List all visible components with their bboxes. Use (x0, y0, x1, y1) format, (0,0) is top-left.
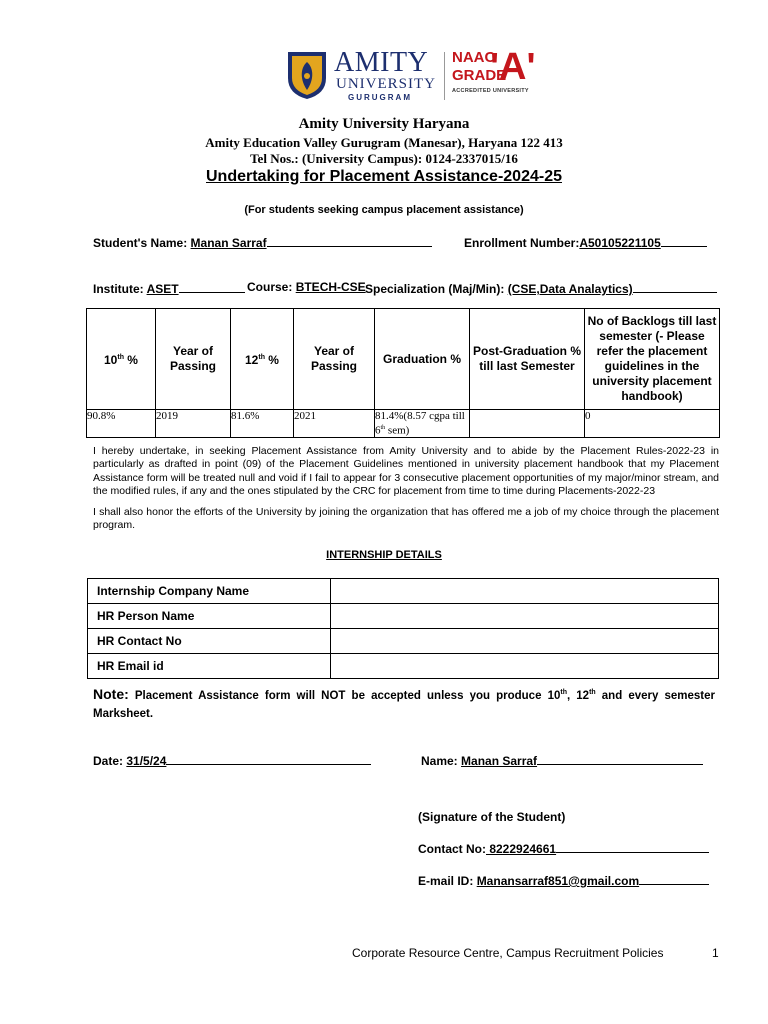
institute-field (93, 280, 245, 296)
student-name-line (267, 234, 432, 247)
email-value: Manansarraf851@gmail.com (476, 874, 640, 888)
university-name: Amity University Haryana (298, 116, 470, 132)
note: Note: Placement Assistance form will NOT be accepted unless you produce 10th, 12th and every semester Marksheet. (93, 685, 715, 720)
grade-label: GRADE (452, 67, 507, 84)
university-address: Amity Education Valley Gurugram (Manesar), Haryana 122 413 (205, 135, 563, 150)
name-field (421, 752, 703, 768)
page-subtitle: (For students seeking campus placement assistance) (244, 204, 524, 216)
hr-person-label: HR Person Name (88, 604, 331, 629)
honor-paragraph: I shall also honor the efforts of the University by joining the organization that has offered me a job of my choice through the placement program. (93, 506, 719, 532)
header-tenth: 10th % (87, 309, 156, 410)
cell-graduation: 81.4%(8.57 cgpa till 6th sem) (375, 410, 470, 438)
name-value: Manan Sarraf (461, 754, 538, 768)
name-label: Name: (421, 754, 458, 768)
email-field (418, 872, 709, 888)
grades-header-row (87, 309, 720, 410)
institute-label: Institute: (93, 282, 144, 296)
hr-contact-label: HR Contact No (88, 629, 331, 654)
specialization-label: Specialization (Maj/Min): (365, 282, 505, 296)
internship-row (88, 654, 719, 679)
logo-divider (444, 52, 445, 100)
brand-name: AMITY (334, 47, 429, 78)
date-value: 31/5/24 (126, 754, 167, 768)
enrollment-label: Enrollment Number: (464, 236, 580, 250)
cell-backlogs: 0 (585, 410, 720, 438)
date-label: Date: (93, 754, 124, 768)
specialization-line (633, 280, 717, 293)
hr-contact-value[interactable] (331, 629, 719, 654)
date-field (93, 752, 371, 768)
hr-email-label: HR Email id (88, 654, 331, 679)
hr-email-value[interactable] (331, 654, 719, 679)
page-title: Undertaking for Placement Assistance-2024-25 (206, 168, 562, 185)
note-label: Note: (93, 685, 129, 702)
date-line (166, 752, 371, 765)
enrollment-line (661, 234, 707, 247)
cell-twelfth: 81.6% (231, 410, 294, 438)
grades-table (86, 308, 720, 438)
contact-value: 8222924661 (486, 842, 557, 856)
brand-campus: GURUGRAM (348, 93, 412, 102)
cell-tenth: 90.8% (87, 410, 156, 438)
hr-person-value[interactable] (331, 604, 719, 629)
page-number: 1 (712, 946, 719, 960)
header-twelfth: 12th % (231, 309, 294, 410)
specialization-field (365, 280, 717, 296)
email-label: E-mail ID: (418, 874, 474, 888)
footer-text: Corporate Resource Centre, Campus Recruitment Policies (352, 946, 664, 960)
university-phone: Tel Nos.: (University Campus): 0124-2337015/16 (250, 151, 518, 166)
amity-crest-icon (286, 50, 328, 100)
institute-line (179, 280, 245, 293)
enrollment-value: A50105221105 (579, 236, 661, 250)
internship-table (87, 578, 719, 679)
contact-label: Contact No: (418, 842, 486, 856)
grade-a-mark: 'A' (490, 46, 536, 88)
cell-post-graduation (470, 410, 585, 438)
header-post-graduation: Post-Graduation % till last Semester (470, 309, 585, 410)
naac-label: NAAC (452, 49, 496, 66)
contact-line (556, 840, 709, 853)
header-year-of-passing-1: Year of Passing (156, 309, 231, 410)
contact-field (418, 840, 709, 856)
email-line (639, 872, 709, 885)
institute-value: ASET (146, 282, 179, 296)
student-name-value: Manan Sarraf (190, 236, 267, 250)
student-name-field (93, 234, 432, 250)
cell-year-2: 2021 (294, 410, 375, 438)
specialization-value: (CSE,Data Analaytics) (507, 282, 633, 296)
header-backlogs: No of Backlogs till last semester (- Please refer the placement guidelines in the university placement handbook) (585, 309, 720, 410)
enrollment-field (464, 234, 707, 250)
internship-company-value[interactable] (331, 579, 719, 604)
course-field (247, 280, 366, 294)
grades-data-row (87, 410, 720, 438)
internship-row (88, 604, 719, 629)
university-logo (286, 48, 536, 104)
brand-university: UNIVERSITY (336, 76, 436, 92)
course-value: BTECH-CSE (295, 280, 366, 294)
internship-heading: INTERNSHIP DETAILS (326, 549, 442, 561)
course-label: Course: (247, 280, 293, 294)
cell-year-1: 2019 (156, 410, 231, 438)
header-graduation: Graduation % (375, 309, 470, 410)
signature-caption: (Signature of the Student) (418, 810, 566, 824)
accreditation-tagline: ACCREDITED UNIVERSITY (452, 88, 529, 94)
undertaking-paragraph: I hereby undertake, in seeking Placement Assistance from Amity University and to abide by the Placement Rules-2022-23 in particularly as drafted in point (09) of the Placement Guidelines mentioned in university placement handbook that my Placement Assistance form will be treated null and void if I fail to appear for 3 consecutive placement opportunities of my major/minor stream, and the modified rules, if any and the ones stipulated by the CRC for placement from time to time during Placements-2022-23 (93, 445, 719, 498)
student-name-label: Student's Name: (93, 236, 188, 250)
name-line (537, 752, 703, 765)
internship-row (88, 629, 719, 654)
internship-company-label: Internship Company Name (88, 579, 331, 604)
header-year-of-passing-2: Year of Passing (294, 309, 375, 410)
internship-row (88, 579, 719, 604)
